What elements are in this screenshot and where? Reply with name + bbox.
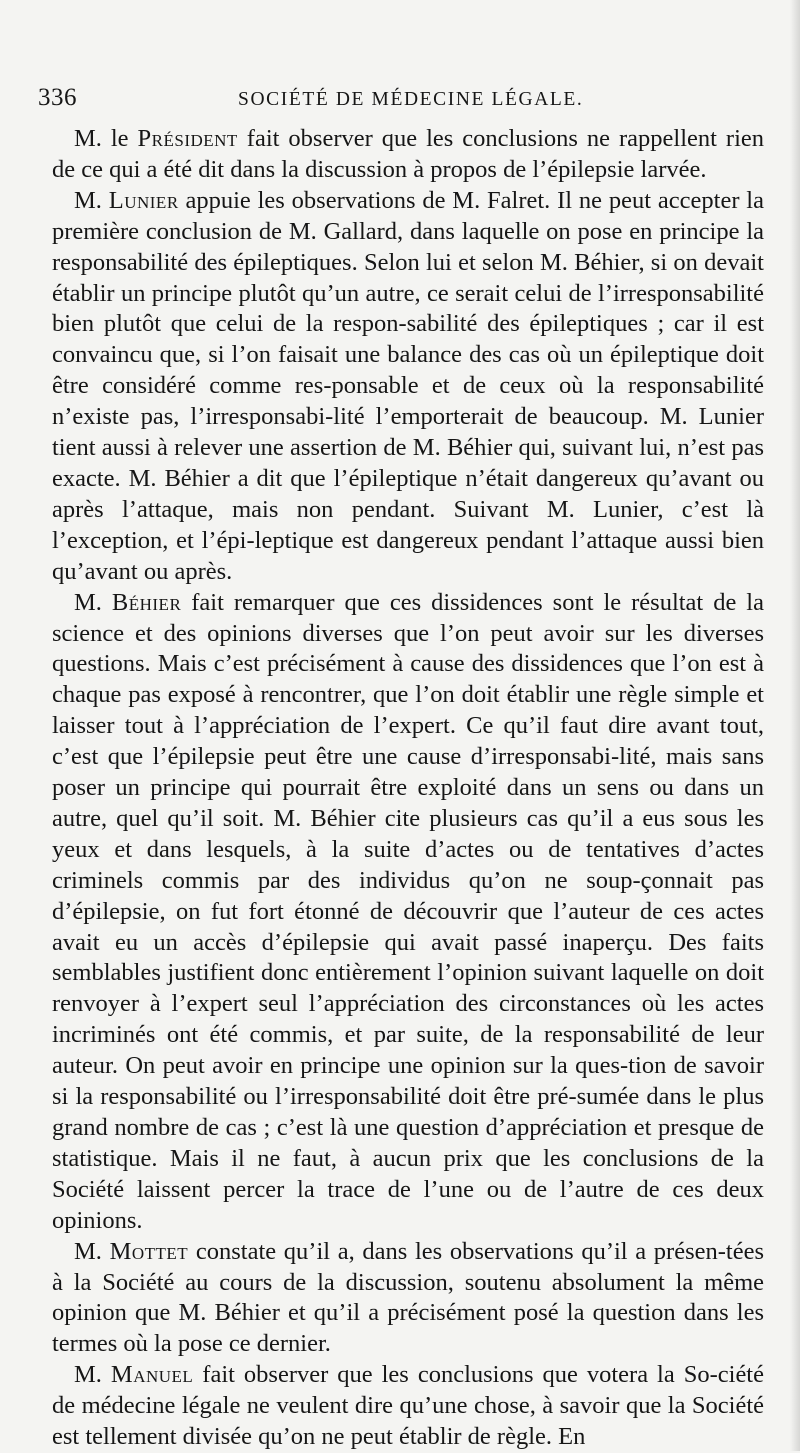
paragraph-mottet [52,1237,764,1361]
paragraph-text: fait remarquer que ces dissidences sont le résultat de la science et des opinions diverses que l’on peut avoir sur les diverses questions. Mais c’est précisément à cause des dissidences que l’on est à chaque pas exposé à rencontrer, que l’on doit établir une règle simple et laisser tout à l’appréciation de l’expert. Ce qu’il faut dire avant tout, c’est que l’épilepsie peut être une cause d’irresponsabi-lité, mais sans poser un principe qui pourrait être exploité dans un sens ou dans un autre, quel qu’il soit. M. Béhier cite plusieurs cas qu’il a eus sous les yeux et dans lesquels, à la suite d’actes ou de tentatives d’actes criminels commis par des individus qu’on ne soup-çonnait pas d’épilepsie, on fut fort étonné de découvrir que l’auteur de ces actes avait eu un accès d’épilepsie qui avait passé inaperçu. Des faits semblables justifient donc entièrement l’opinion suivant laquelle on doit renvoyer à l’expert seul l’appréciation des circonstances où les actes incriminés ont été commis, et par suite, de la responsabilité de leur auteur. On peut avoir en principe une opinion sur la ques-tion de savoir si la responsabilité ou l’irresponsabilité doit être pré-sumée dans le plus grand nombre de cas ; c’est là une question d’appréciation et presque de statistique. Mais il ne faut, à aucun prix que les conclusions de la Société laissent percer la trace de l’une ou de l’autre de ces deux opinions. [52,588,764,1234]
body-text [52,124,764,1453]
page-number: 336 [38,84,77,111]
paragraph-prefix: M. [74,186,109,214]
speaker-name: Mottet [109,1237,189,1265]
paragraph-prefix: M. [74,1237,110,1265]
paragraph-lunier [52,186,764,588]
paragraph-text: appuie les observations de M. Falret. Il ne peut accepter la première conclusion de M. Gallard, dans laquelle on pose en principe la responsabilité des épileptiques. Selon lui et selon M. Béhier, si on devait établir un principe plutôt qu’un autre, ce serait celui de l’irresponsabilité bien plutôt que celui de la respon-sabilité des épileptiques ; car il est convaincu que, si l’on faisait une balance des cas où un épileptique doit être considéré comme res-ponsable et de ceux où la responsabilité n’existe pas, l’irresponsabi-lité l’emporterait de beaucoup. M. Lunier tient aussi à relever une assertion de M. Béhier qui, suivant lui, n’est pas exacte. M. Béhier a dit que l’épileptique n’était dangereux qu’avant ou après l’attaque, mais non pendant. Suivant M. Lunier, c’est là l’exception, et l’épi-leptique est dangereux pendant l’attaque aussi bien qu’avant ou après. [52,186,764,585]
paragraph-prefix: M. [74,588,112,616]
paragraph-text: fait observer que les conclusions que votera la So-ciété de médecine légale ne veulent dire qu’une chose, à savoir que la Société est tellement divisée qu’on ne peut établir de règle. En [52,1361,764,1451]
paragraph-text: fait observer que les conclusions ne rappellent rien de ce qui a été dit dans la discussion à propos de l’épilepsie larvée. [52,125,764,183]
paragraph-prefix: M. [74,1361,111,1389]
speaker-name: Président [137,125,238,152]
speaker-name: Manuel [110,1361,194,1389]
paragraph-president [52,124,764,186]
running-title: SOCIÉTÉ DE MÉDECINE LÉGALE. [238,89,584,110]
speaker-name: Lunier [108,186,179,214]
paragraph-text: constate qu’il a, dans les observations qu’il a présen-tées à la Société au cours de la discussion, soutenu absolument la même opinion que M. Béhier et qu’il a précisément posé la question dans les termes où la pose ce dernier. [52,1237,764,1358]
paragraph-behier [52,588,764,1237]
paragraph-manuel [52,1360,764,1453]
paragraph-prefix: M. le [74,125,138,152]
speaker-name: Béhier [111,588,182,616]
running-header [38,84,764,124]
page-edge-shadow [790,0,800,1451]
